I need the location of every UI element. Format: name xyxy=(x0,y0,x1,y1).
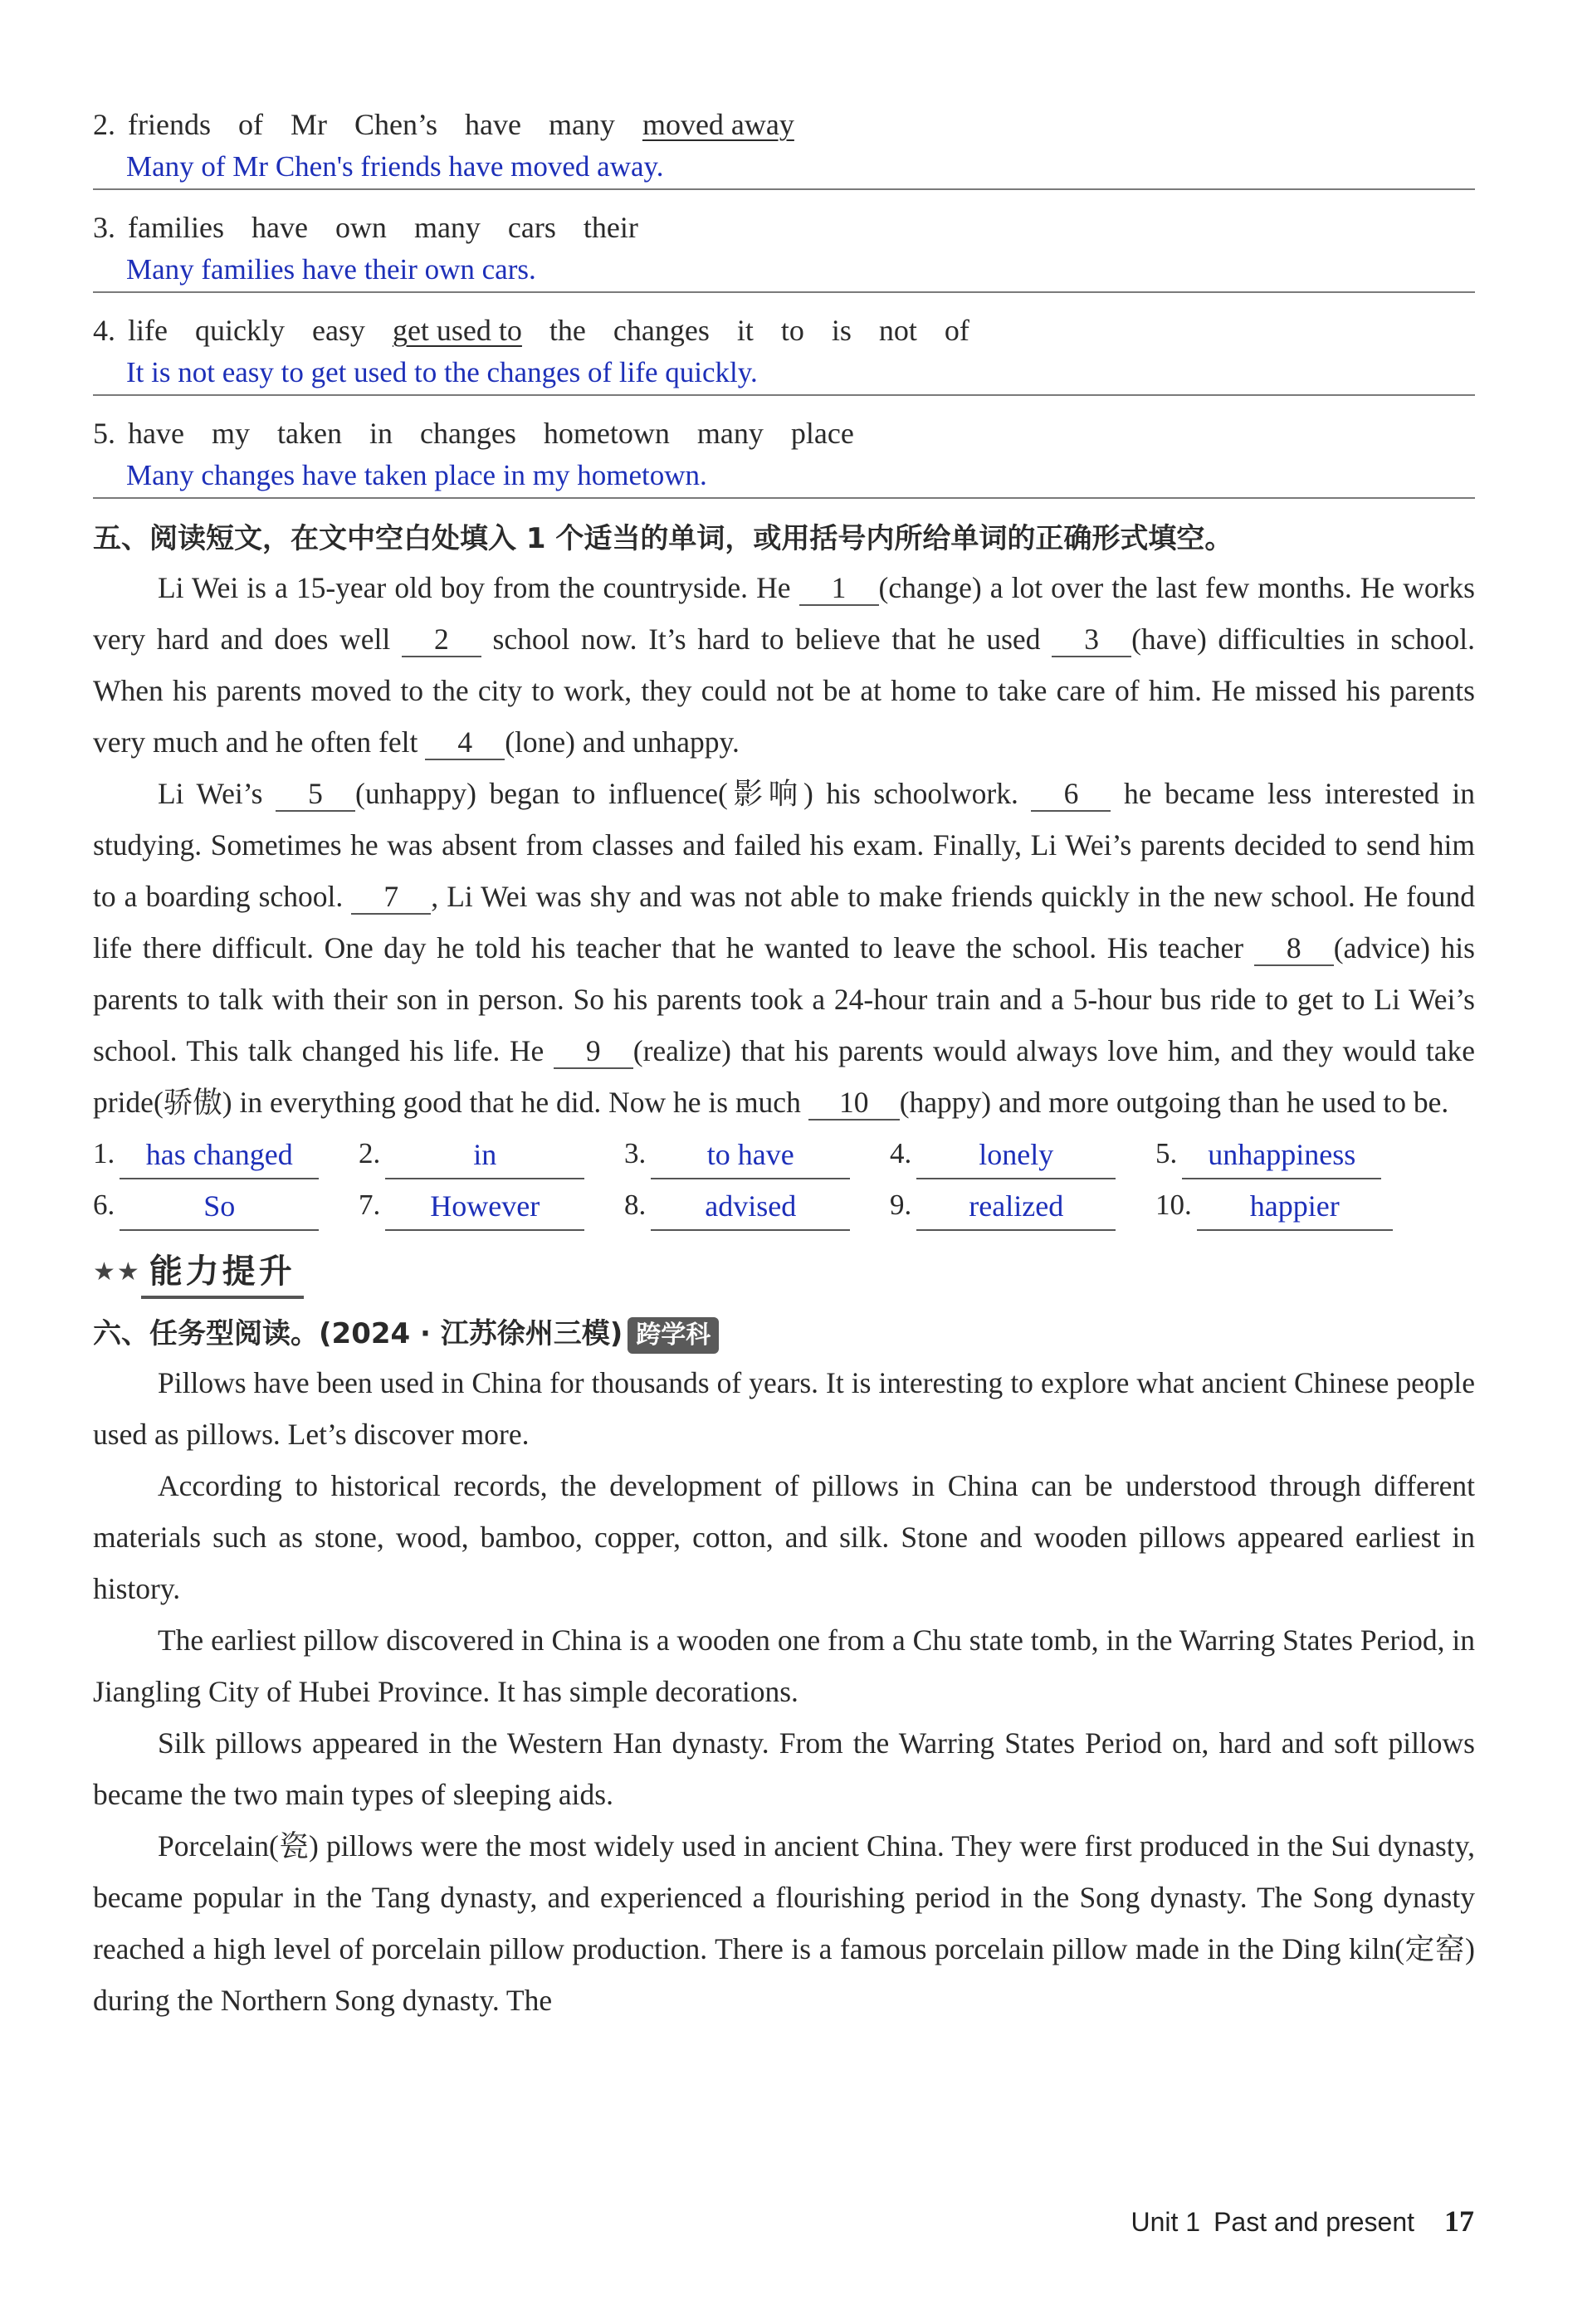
passage-paragraph xyxy=(93,562,1475,768)
scrambled-word: hometown xyxy=(543,417,670,450)
answer-number: 3. xyxy=(624,1137,647,1169)
blank-9: 9 xyxy=(554,1034,633,1069)
answer-value: advised xyxy=(651,1188,850,1231)
answer-line: Many of Mr Chen's friends have moved away. xyxy=(93,145,1475,190)
ability-banner xyxy=(93,1243,1475,1301)
scrambled-word: in xyxy=(369,417,393,450)
answer-value: in xyxy=(385,1136,584,1179)
passage-paragraph: Silk pillows appeared in the Western Han dynasty. From the Warring States Period on, hard and soft pillows became the two main types of sleeping aids. xyxy=(93,1726,1475,1811)
item-number: 3. xyxy=(93,211,115,244)
star-icon: ★ xyxy=(116,1257,139,1286)
item-number: 2. xyxy=(93,108,115,141)
answer-value: realized xyxy=(916,1188,1116,1231)
passage-text: Li Wei is a 15-year old boy from the countryside. He xyxy=(158,571,791,604)
item-number: 4. xyxy=(93,314,115,347)
passage-paragraph: Porcelain(瓷) pillows were the most widely used in ancient China. They were first produced in the Sui dynasty, became popular in the Tang dynasty, and experienced a flourishing period in the Song dynasty. The Song dynasty reached a high level of porcelain pillow production. There is a famous porcelain pillow made in the Ding kiln(定窑) during the Northern Song dynasty. The xyxy=(93,1829,1475,2017)
scrambled-word: own xyxy=(335,211,387,244)
section5-heading: 五、阅读短文，在文中空白处填入 1 个适当的单词，或用括号内所给单词的正确形式填空。 xyxy=(93,522,1233,555)
word-list xyxy=(93,413,1475,454)
word-list xyxy=(93,310,1475,351)
scrambled-word: to xyxy=(780,314,804,347)
scrambled-word: many xyxy=(548,108,615,141)
answer-cell xyxy=(890,1179,1155,1231)
passage-text: he became less interested in studying. Sometimes he was absent from classes and failed his exam. Finally, Li Wei’s parents decided to send him to a boarding school. xyxy=(93,777,1476,913)
passage-paragraph: According to historical records, the development of pillows in China can be understood through different materials such as stone, wood, bamboo, copper, cotton, and silk. Stone and wooden pillows appeared earliest in history. xyxy=(93,1469,1475,1605)
passage-text: , Li Wei was shy and was not able to make friends quickly in the new school. He found life there difficult. One day he told his teacher that he wanted to leave the school. His teacher xyxy=(93,880,1476,964)
answer-cell xyxy=(1155,1128,1429,1179)
passage-text: Li Wei’s xyxy=(158,777,263,810)
blank-6: 6 xyxy=(1031,777,1111,812)
scrambled-word: not xyxy=(878,314,917,347)
word-list xyxy=(93,207,1475,248)
passage-text: (lone) and unhappy. xyxy=(505,725,740,759)
answer-number: 10. xyxy=(1155,1189,1192,1221)
scrambled-word: changes xyxy=(419,417,516,450)
answer-cell xyxy=(624,1179,890,1231)
scrambled-word: of xyxy=(944,314,969,347)
scrambled-word: quickly xyxy=(194,314,285,347)
blank-1: 1 xyxy=(799,571,879,606)
passage-paragraph: The earliest pillow discovered in China is a wooden one from a Chu state tomb, in the Warring States Period, in Jiangling City of Hubei Province. It has simple decorations. xyxy=(93,1623,1475,1708)
answer-line: Many changes have taken place in my hometown. xyxy=(93,454,1475,499)
blank-3: 3 xyxy=(1052,622,1131,657)
answer-cell xyxy=(359,1179,624,1231)
scrambled-word: their xyxy=(583,211,638,244)
scrambled-word: have xyxy=(128,417,184,450)
scrambled-word: is xyxy=(831,314,852,347)
section6-passage xyxy=(93,1357,1475,2026)
answer-line: It is not easy to get used to the changes of life quickly. xyxy=(93,351,1475,396)
passage-text: (have) difficulties in school. When his parents moved to the city to work, they could not be at home to take care of him. He missed his parents very much and he often felt xyxy=(93,622,1476,759)
passage-paragraph: Pillows have been used in China for thousands of years. It is interesting to explore what ancient Chinese people used as pillows. Let’s discover more. xyxy=(93,1366,1475,1451)
answer-value: lonely xyxy=(916,1136,1116,1179)
sentence-item xyxy=(93,310,1475,396)
scrambled-word: life xyxy=(128,314,168,347)
scrambled-word: have xyxy=(251,211,308,244)
sentence-item xyxy=(93,104,1475,190)
answer-cell xyxy=(93,1179,359,1231)
passage-text: (happy) and more outgoing than he used to be. xyxy=(899,1086,1449,1119)
answer-value: to have xyxy=(651,1136,850,1179)
scrambled-word: my xyxy=(211,417,250,450)
sentence-item xyxy=(93,207,1475,293)
scrambled-word: it xyxy=(736,314,754,347)
scrambled-word: place xyxy=(790,417,854,450)
answer-number: 6. xyxy=(93,1189,115,1221)
page-footer xyxy=(1131,2204,1474,2239)
answer-cell xyxy=(1155,1179,1429,1231)
passage-text: school now. It’s hard to believe that he used xyxy=(492,622,1041,656)
answer-number: 9. xyxy=(890,1189,912,1221)
section6-heading xyxy=(93,1311,1475,1357)
footer-title: Past and present xyxy=(1214,2207,1414,2237)
scrambled-word: Chen’s xyxy=(354,108,437,141)
answer-value: happier xyxy=(1197,1188,1393,1231)
answer-value: unhappiness xyxy=(1182,1136,1381,1179)
scrambled-word: Mr xyxy=(290,108,327,141)
page-number: 17 xyxy=(1444,2204,1474,2238)
answer-cell xyxy=(624,1128,890,1179)
word-list xyxy=(93,104,1475,145)
ability-title: 能力提升 xyxy=(141,1245,304,1299)
footer-unit: Unit 1 xyxy=(1131,2207,1201,2237)
sentence-item xyxy=(93,413,1475,499)
blank-5: 5 xyxy=(276,777,355,812)
scrambled-word: have xyxy=(464,108,521,141)
star-icon: ★ xyxy=(93,1257,115,1286)
scrambled-word: cars xyxy=(507,211,556,244)
answer-value: However xyxy=(385,1188,584,1231)
sentence-ordering-section xyxy=(93,104,1475,499)
answer-line: Many families have their own cars. xyxy=(93,248,1475,293)
passage-text: (advice) his parents to talk with their son in person. So his parents took a 24-hour train and a 5-hour bus ride to get to Li Wei’s school. This talk changed his life. He xyxy=(93,931,1475,1067)
scrambled-word: friends xyxy=(128,108,211,141)
scrambled-word: changes xyxy=(613,314,710,347)
passage-text: (unhappy) began to influence(影响) his schoolwork. xyxy=(355,777,1018,810)
answer-row xyxy=(93,1128,1475,1179)
answer-cell xyxy=(890,1128,1155,1179)
answer-number: 7. xyxy=(359,1189,381,1221)
scrambled-word: many xyxy=(413,211,481,244)
answer-row xyxy=(93,1179,1475,1231)
scrambled-word: many xyxy=(696,417,764,450)
scrambled-word: get used to xyxy=(392,314,522,347)
scrambled-word: of xyxy=(237,108,263,141)
blank-4: 4 xyxy=(425,725,505,760)
blank-7: 7 xyxy=(351,880,431,915)
answer-number: 1. xyxy=(93,1137,115,1169)
blank-8: 8 xyxy=(1254,931,1334,966)
blank-10: 10 xyxy=(808,1086,900,1120)
passage-text: (change) a lot over the last few months. He works very hard and does well xyxy=(93,571,1475,656)
blank-2: 2 xyxy=(402,622,481,657)
answer-number: 8. xyxy=(624,1189,647,1221)
answer-number: 2. xyxy=(359,1137,381,1169)
page-content xyxy=(93,104,1475,2026)
passage-text: (realize) that his parents would always love him, and they would take pride(骄傲) in everything good that he did. Now he is much xyxy=(93,1034,1476,1119)
answer-grid xyxy=(93,1128,1475,1231)
scrambled-word: families xyxy=(128,211,224,244)
answer-cell xyxy=(93,1128,359,1179)
answer-cell xyxy=(359,1128,624,1179)
scrambled-word: taken xyxy=(276,417,342,450)
interdisciplinary-tag: 跨学科 xyxy=(628,1317,719,1354)
section6-heading-text: 六、任务型阅读。(2024 · 江苏徐州三模) xyxy=(93,1317,623,1350)
answer-value: has changed xyxy=(120,1136,319,1179)
scrambled-word: moved away xyxy=(642,108,794,141)
answer-value: So xyxy=(120,1188,319,1231)
scrambled-word: the xyxy=(549,314,586,347)
answer-number: 5. xyxy=(1155,1137,1178,1169)
answer-number: 4. xyxy=(890,1137,912,1169)
scrambled-word: easy xyxy=(311,314,365,347)
item-number: 5. xyxy=(93,417,115,450)
passage-paragraph xyxy=(93,768,1475,1128)
